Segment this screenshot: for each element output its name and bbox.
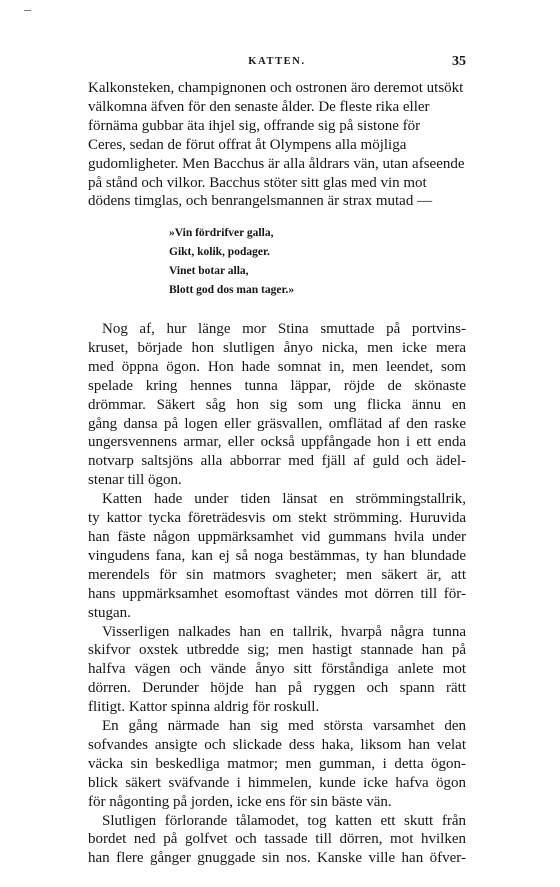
paragraph	[88, 79, 466, 211]
page-header	[88, 54, 466, 70]
paragraph	[88, 623, 466, 718]
text-line: stugan.	[88, 604, 131, 621]
paragraph	[88, 320, 466, 490]
poem-line: Gikt, kolik, podager.	[169, 246, 270, 258]
text-line: skifvor oxstek utbredde sig; men hastigt stannade han på	[88, 642, 466, 659]
text-line: drömmar. Säkert såg hon sig som ung flicka ännu en	[88, 396, 466, 413]
text-line: dörren. Derunder höjde han på ryggen och spann rätt	[88, 680, 466, 697]
running-head: KATTEN.	[248, 56, 306, 67]
text-line: förnäma gubbar äta ihjel sig, offrande sig på sistone för	[88, 117, 421, 134]
text-line: notvarp saltsjöns alla abborrar med fjäll af guld och ädel-	[88, 453, 466, 470]
text-line: dödens timglas, och benrangelsmannen är strax mutad —	[88, 193, 433, 210]
text-line: ungersvennens armar, eller också uppfångade hon i ett enda	[88, 434, 466, 451]
poem-line: Blott god dos man tager.»	[169, 284, 295, 296]
text-line: Ceres, sedan de förut offrat åt Olympens alla möjliga	[88, 136, 407, 153]
text-line: Katten hade under tiden länsat en strömmingstallrik,	[102, 491, 466, 508]
text-line: på stånd och vilkor. Bacchus stöter sitt glas med vin mot	[88, 174, 427, 191]
print-mark	[24, 10, 31, 11]
text-line: ty kattor tycka företrädesvis om stekt strömming. Huruvida	[88, 510, 466, 527]
text-line: kruset, började hon slutligen ånyo nicka, men icke mera	[88, 339, 466, 356]
text-line: Visserligen nalkades han en tallrik, hvarpå några tunna	[102, 623, 466, 640]
page-number: 35	[452, 54, 466, 69]
paragraph	[88, 812, 466, 869]
text-line: välkomna äfven för den senaste ålder. De fleste rika eller	[88, 98, 430, 115]
text-line: halfva vägen och vände ånyo sitt förståndiga anlete mot	[88, 661, 466, 678]
poem-line: »Vin fördrifver galla,	[169, 227, 274, 239]
paragraph	[88, 717, 466, 812]
text-line: blick säkert sväfvande i himmelen, kunde icke hafva ögon	[88, 774, 466, 791]
text-line: Nog af, hur länge mor Stina smuttade på portvins-	[102, 321, 466, 337]
text-line: sofvandes ansigte och slickade dess haka, liksom han velat	[88, 736, 466, 753]
poem-stanza	[169, 224, 409, 300]
paragraph	[88, 490, 466, 622]
text-line: gång dansa på logen eller gräsvallen, omflätad af den raske	[88, 415, 466, 432]
text-line: han fäste någon uppmärksamhet vid gummans hvila under	[88, 528, 466, 545]
poem-line: Vinet botar alla,	[169, 265, 249, 277]
text-line: En gång närmade han sig med största varsamhet den	[102, 718, 466, 735]
text-line: för någonting på jorden, icke ens för sin bäste vän.	[88, 793, 392, 810]
text-line: vingudens fana, kan ej så noga bestämmas, ty han blundade	[88, 547, 466, 564]
text-line: merendels för sin matmors svagheter; men säkert är, att	[88, 566, 466, 583]
text-block-bottom	[88, 320, 466, 868]
text-line: gudomligheter. Men Bacchus är alla åldrars vän, utan afseende	[88, 155, 465, 172]
text-line: med öppna ögon. Hon hade somnat in, men leendet, som	[88, 358, 466, 375]
text-line: flitigt. Kattor spinna aldrig för roskull.	[88, 699, 320, 716]
text-line: spelade kring hennes tunna läppar, röjde de skönaste	[88, 377, 466, 394]
text-line: väcka sin beskedliga matmor; men gumman, i detta ögon-	[88, 755, 466, 772]
text-block-top	[88, 79, 466, 211]
text-line: han flere gånger gnuggade sin nos. Kanske ville han öfver-	[88, 850, 466, 867]
text-line: bordet ned på golfvet och tassade till dörren, mot hvilken	[88, 831, 466, 848]
text-line: Slutligen förlorande tålamodet, tog katten ett skutt från	[102, 812, 466, 829]
text-line: Kalkonsteken, champignonen och ostronen äro deremot utsökt	[88, 80, 464, 96]
text-line: hans uppmärksamhet esomoftast vändes mot dörren till för-	[88, 585, 466, 602]
text-line: stenar till ögon.	[88, 472, 182, 489]
